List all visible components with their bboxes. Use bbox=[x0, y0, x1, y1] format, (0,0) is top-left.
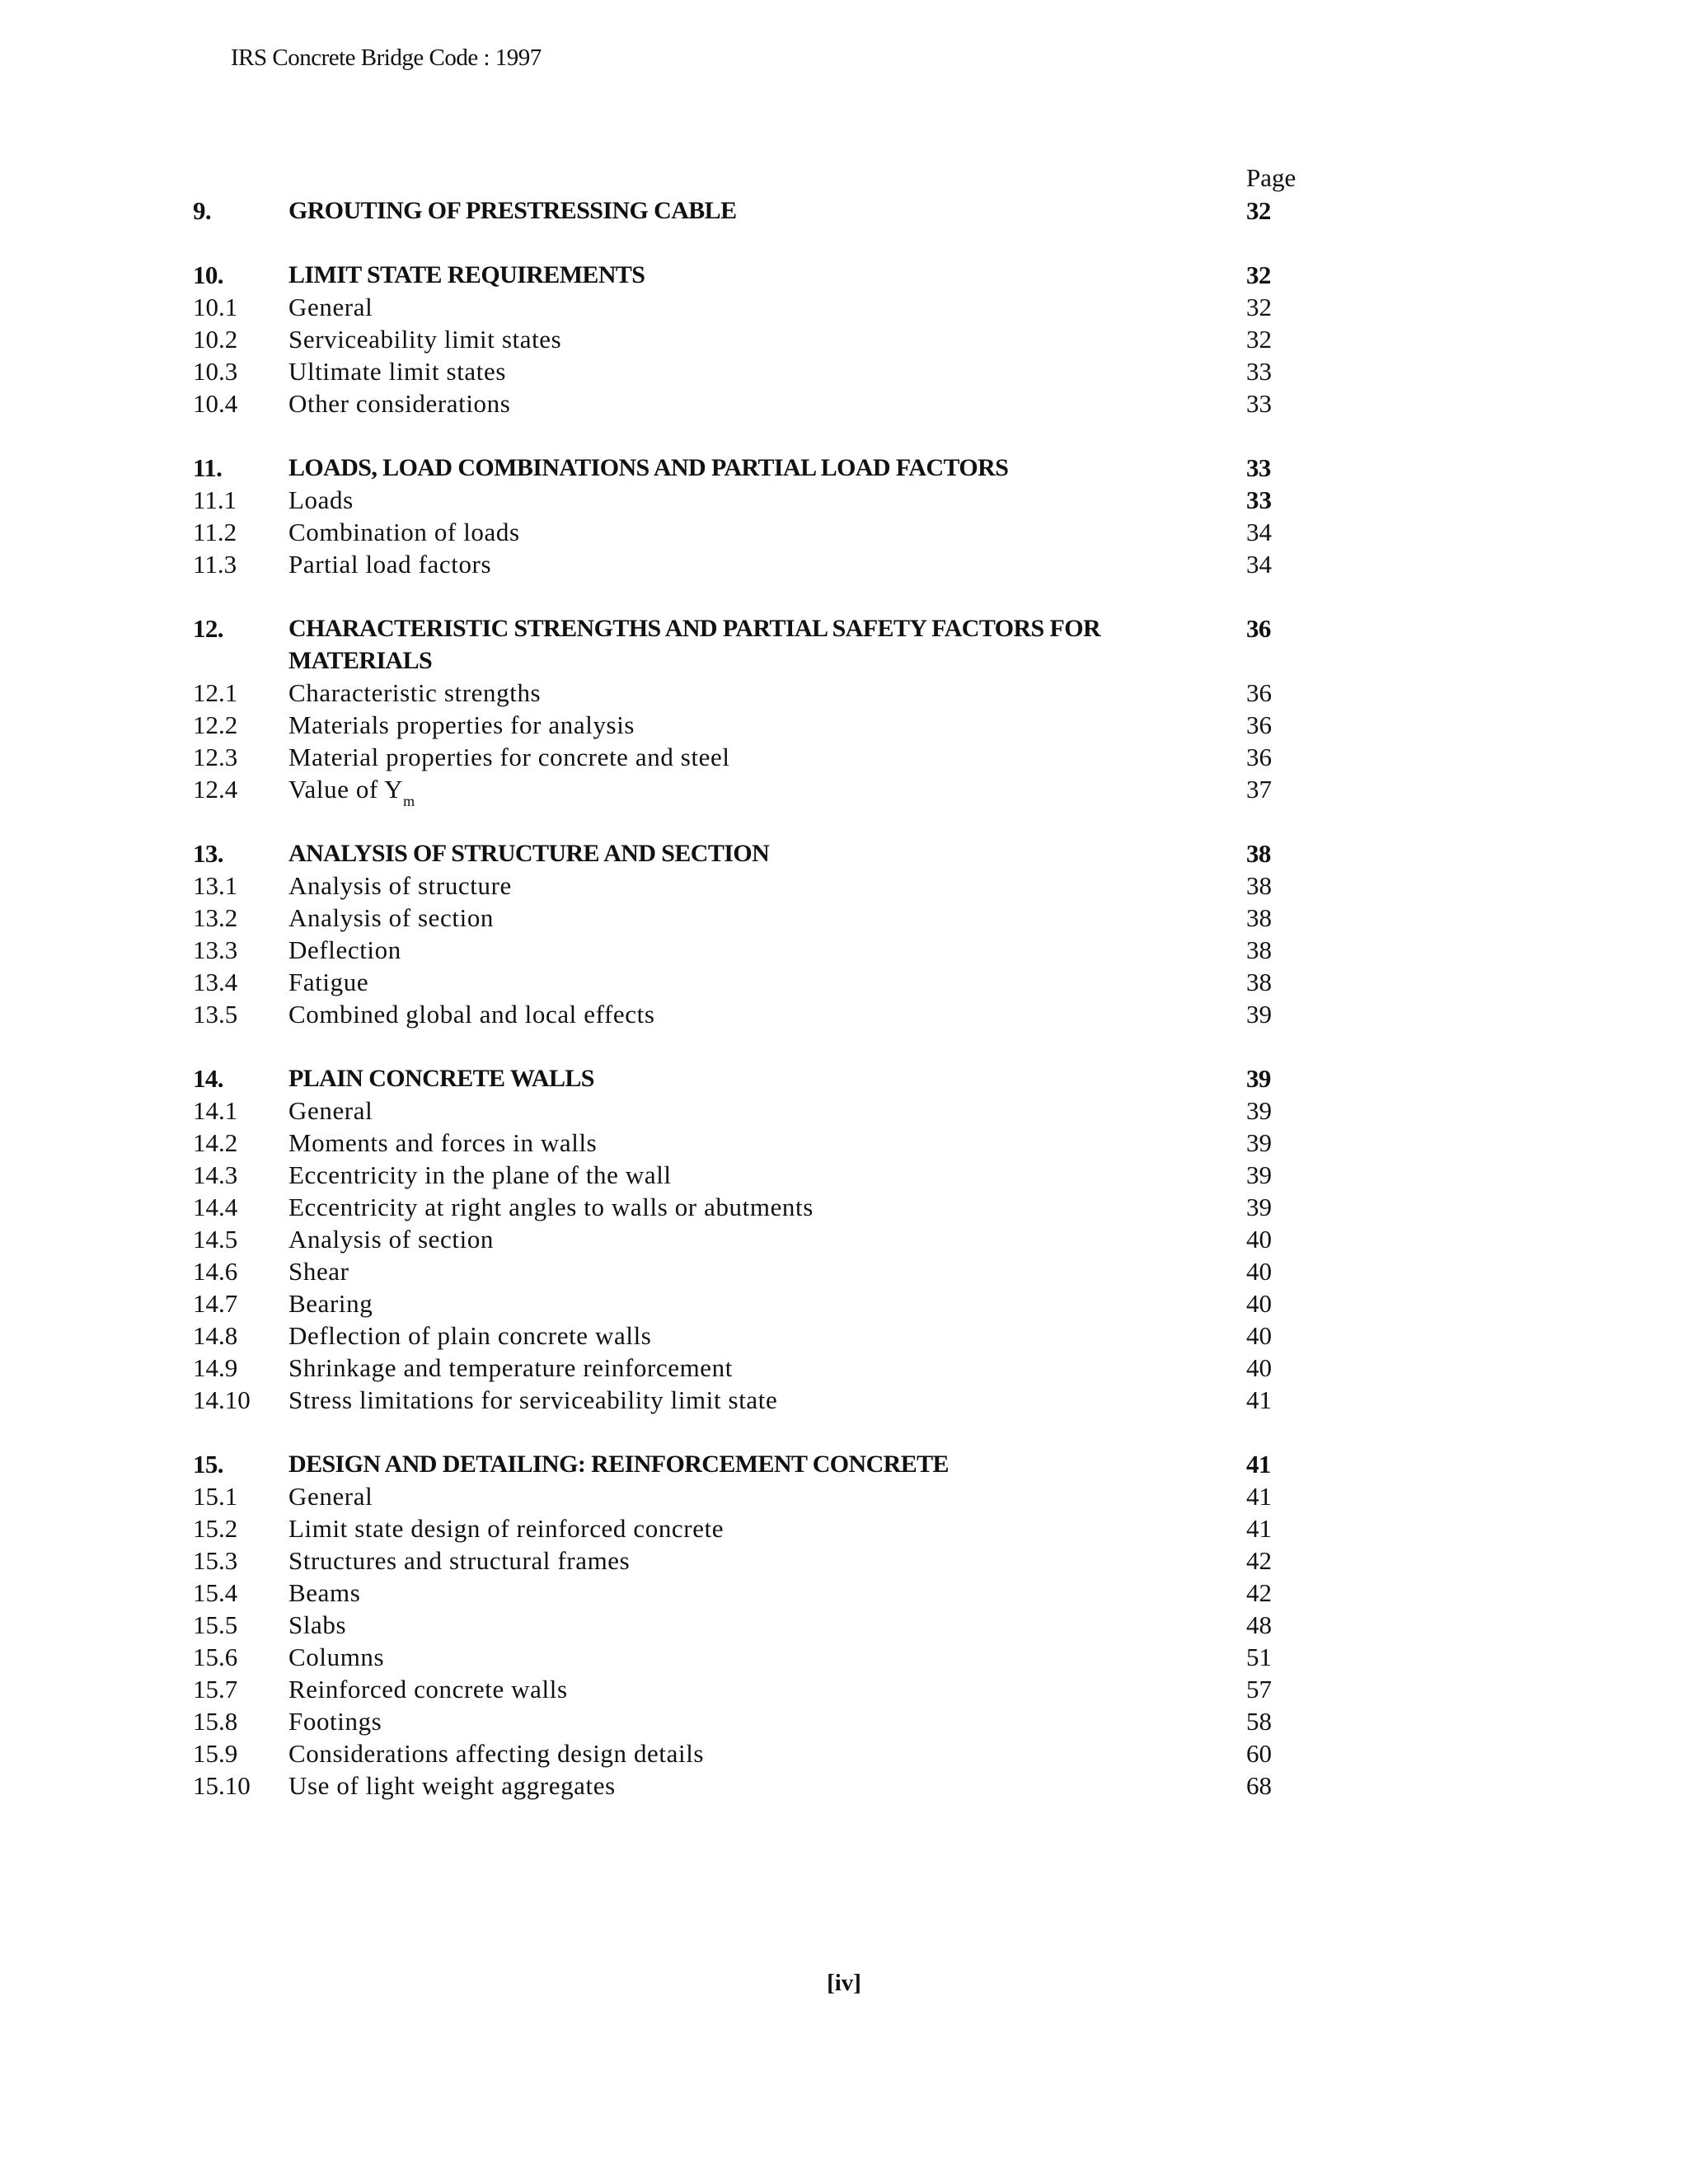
entry-title bbox=[288, 516, 1137, 548]
toc-entry bbox=[193, 291, 1311, 323]
entry-title bbox=[288, 1384, 1137, 1416]
toc-section-heading bbox=[193, 1448, 1311, 1480]
entry-title-text: Reinforced concrete walls bbox=[288, 1675, 568, 1704]
entry-title bbox=[288, 966, 1137, 998]
section-number: 11. bbox=[193, 453, 223, 482]
entry-title bbox=[288, 1255, 1137, 1287]
toc-entry bbox=[193, 1223, 1311, 1255]
toc-entry bbox=[193, 323, 1311, 355]
toc-entry bbox=[193, 741, 1311, 773]
entry-title bbox=[288, 548, 1137, 580]
entry-number: 14.9 bbox=[193, 1353, 238, 1382]
entry-number: 12.1 bbox=[193, 678, 238, 707]
entry-page: 37 bbox=[1246, 775, 1272, 804]
toc-entry bbox=[193, 1287, 1311, 1319]
entry-page: 38 bbox=[1246, 968, 1272, 996]
entry-page: 42 bbox=[1246, 1546, 1272, 1575]
toc-entry bbox=[193, 1159, 1311, 1191]
entry-title bbox=[288, 1609, 1137, 1641]
entry-title-text: Structures and structural frames bbox=[288, 1546, 631, 1575]
toc-section bbox=[193, 1448, 1311, 1802]
entry-number: 12.4 bbox=[193, 775, 238, 804]
section-title: DESIGN AND DETAILING: REINFORCEMENT CONCRETE bbox=[288, 1451, 949, 1478]
entry-title-text: Partial load factors bbox=[288, 550, 492, 579]
entry-page: 38 bbox=[1246, 871, 1272, 900]
entry-title-text: Columns bbox=[288, 1643, 385, 1671]
entry-title bbox=[288, 869, 1137, 902]
entry-title-text: Use of light weight aggregates bbox=[288, 1771, 616, 1800]
entry-number: 11.1 bbox=[193, 485, 237, 514]
toc-section-heading bbox=[193, 612, 1311, 677]
toc-entry bbox=[193, 516, 1311, 548]
entry-title bbox=[288, 484, 1137, 516]
section-number: 13. bbox=[193, 839, 223, 868]
entry-page: 36 bbox=[1246, 710, 1272, 739]
entry-title bbox=[288, 1223, 1137, 1255]
entry-number: 13.2 bbox=[193, 903, 238, 932]
entry-title bbox=[288, 1127, 1137, 1159]
entry-page: 51 bbox=[1246, 1643, 1272, 1671]
section-number: 14. bbox=[193, 1064, 223, 1093]
entry-number: 14.2 bbox=[193, 1128, 238, 1157]
section-title: LOADS, LOAD COMBINATIONS AND PARTIAL LOAD FACTORS bbox=[288, 454, 1009, 481]
entry-title-text: Material properties for concrete and steel bbox=[288, 743, 730, 771]
entry-page: 36 bbox=[1246, 678, 1272, 707]
section-page: 36 bbox=[1246, 614, 1271, 643]
entry-page: 41 bbox=[1246, 1385, 1272, 1414]
running-header: IRS Concrete Bridge Code : 1997 bbox=[231, 45, 542, 71]
section-page: 33 bbox=[1246, 453, 1271, 482]
entry-page: 32 bbox=[1246, 325, 1272, 354]
section-title: ANALYSIS OF STRUCTURE AND SECTION bbox=[288, 840, 770, 867]
entry-number: 12.3 bbox=[193, 743, 238, 771]
entry-number: 13.3 bbox=[193, 935, 238, 964]
entry-title bbox=[288, 1319, 1137, 1352]
entry-title bbox=[288, 902, 1137, 934]
entry-number: 10.1 bbox=[193, 293, 238, 321]
page-column-heading bbox=[193, 163, 1311, 194]
entry-title bbox=[288, 323, 1137, 355]
entry-number: 10.2 bbox=[193, 325, 238, 354]
entry-number: 14.6 bbox=[193, 1257, 238, 1286]
section-page: 32 bbox=[1246, 260, 1271, 289]
entry-page: 38 bbox=[1246, 903, 1272, 932]
entry-number: 14.8 bbox=[193, 1321, 238, 1350]
entry-page: 36 bbox=[1246, 743, 1272, 771]
entry-number: 11.2 bbox=[193, 518, 237, 546]
section-page: 41 bbox=[1246, 1450, 1271, 1479]
entry-title-text: General bbox=[288, 293, 373, 321]
entry-page: 68 bbox=[1246, 1771, 1272, 1800]
toc-entry bbox=[193, 1319, 1311, 1352]
entry-page: 40 bbox=[1246, 1257, 1272, 1286]
entry-title bbox=[288, 1191, 1137, 1223]
entry-page: 38 bbox=[1246, 935, 1272, 964]
entry-page: 48 bbox=[1246, 1610, 1272, 1639]
entry-title-text: Footings bbox=[288, 1707, 382, 1736]
entry-page: 39 bbox=[1246, 1128, 1272, 1157]
entry-title bbox=[288, 741, 1137, 773]
entry-title bbox=[288, 1159, 1137, 1191]
toc-section bbox=[193, 452, 1311, 580]
entry-title bbox=[288, 934, 1137, 966]
entry-title bbox=[288, 1769, 1137, 1802]
page-number: [iv] bbox=[827, 1970, 861, 1996]
entry-page: 40 bbox=[1246, 1225, 1272, 1254]
entry-title-text: Loads bbox=[288, 485, 354, 514]
entry-page: 39 bbox=[1246, 1193, 1272, 1221]
toc-entry bbox=[193, 1094, 1311, 1127]
entry-title bbox=[288, 1287, 1137, 1319]
toc-section bbox=[193, 1062, 1311, 1416]
toc-entry bbox=[193, 548, 1311, 580]
entry-number: 14.3 bbox=[193, 1160, 238, 1189]
entry-page: 39 bbox=[1246, 1000, 1272, 1029]
toc-section-heading bbox=[193, 452, 1311, 484]
toc-entry bbox=[193, 934, 1311, 966]
entry-number: 15.2 bbox=[193, 1514, 238, 1543]
entry-page: 40 bbox=[1246, 1321, 1272, 1350]
entry-number: 14.4 bbox=[193, 1193, 238, 1221]
entry-title-text: Deflection of plain concrete walls bbox=[288, 1321, 652, 1350]
entry-title-text: Analysis of section bbox=[288, 903, 495, 932]
toc-section-heading bbox=[193, 1062, 1311, 1094]
toc-entry bbox=[193, 902, 1311, 934]
entry-title-text: Eccentricity in the plane of the wall bbox=[288, 1160, 672, 1189]
entry-number: 13.5 bbox=[193, 1000, 238, 1029]
entry-number: 14.10 bbox=[193, 1385, 251, 1414]
entry-page: 41 bbox=[1246, 1482, 1272, 1511]
entry-title-text: Shear bbox=[288, 1257, 349, 1286]
entry-title-text: Combined global and local effects bbox=[288, 1000, 655, 1029]
section-page: 39 bbox=[1246, 1064, 1271, 1093]
entry-page: 32 bbox=[1246, 293, 1272, 321]
entry-number: 15.5 bbox=[193, 1610, 238, 1639]
entry-title-text: Considerations affecting design details bbox=[288, 1739, 705, 1768]
entry-title-text: Beams bbox=[288, 1578, 361, 1607]
toc-entry bbox=[193, 1352, 1311, 1384]
entry-title bbox=[288, 1641, 1137, 1673]
entry-title-text: Characteristic strengths bbox=[288, 678, 542, 707]
entry-title bbox=[288, 677, 1137, 709]
toc-entry bbox=[193, 677, 1311, 709]
entry-title-text: Ultimate limit states bbox=[288, 357, 507, 386]
page-column-label: Page bbox=[1246, 163, 1296, 192]
entry-number: 13.1 bbox=[193, 871, 238, 900]
entry-title-text: Materials properties for analysis bbox=[288, 710, 635, 739]
entry-page: 39 bbox=[1246, 1096, 1272, 1125]
toc-entry bbox=[193, 1384, 1311, 1416]
toc-entry bbox=[193, 869, 1311, 902]
entry-title-text: Deflection bbox=[288, 935, 401, 964]
entry-title bbox=[288, 998, 1137, 1030]
entry-number: 15.10 bbox=[193, 1771, 251, 1800]
entry-page: 60 bbox=[1246, 1739, 1272, 1768]
toc-entry bbox=[193, 1480, 1311, 1512]
entry-page: 39 bbox=[1246, 1160, 1272, 1189]
toc-entry bbox=[193, 1544, 1311, 1577]
toc-entry bbox=[193, 387, 1311, 419]
entry-page: 33 bbox=[1246, 389, 1272, 418]
entry-title bbox=[288, 709, 1137, 741]
entry-title-text: Combination of loads bbox=[288, 518, 520, 546]
entry-number: 14.5 bbox=[193, 1225, 238, 1254]
section-number: 15. bbox=[193, 1450, 223, 1479]
entry-title bbox=[288, 1352, 1137, 1384]
entry-page: 41 bbox=[1246, 1514, 1272, 1543]
entry-number: 15.4 bbox=[193, 1578, 238, 1607]
entry-page: 40 bbox=[1246, 1353, 1272, 1382]
entry-title-text: Shrinkage and temperature reinforcement bbox=[288, 1353, 733, 1382]
entry-title-text: Analysis of section bbox=[288, 1225, 495, 1254]
toc-section bbox=[193, 194, 1311, 227]
entry-title bbox=[288, 355, 1137, 387]
section-page: 38 bbox=[1246, 839, 1271, 868]
entry-number: 13.4 bbox=[193, 968, 238, 996]
entry-title bbox=[288, 291, 1137, 323]
entry-title bbox=[288, 1705, 1137, 1737]
entry-number: 15.7 bbox=[193, 1675, 238, 1704]
entry-title bbox=[288, 1737, 1137, 1769]
entry-number: 15.3 bbox=[193, 1546, 238, 1575]
section-title: GROUTING OF PRESTRESSING CABLE bbox=[288, 197, 737, 224]
toc-section-heading bbox=[193, 194, 1311, 227]
entry-number: 11.3 bbox=[193, 550, 237, 579]
toc-section bbox=[193, 612, 1311, 809]
toc-entry bbox=[193, 484, 1311, 516]
entry-page: 33 bbox=[1246, 485, 1272, 514]
entry-number: 10.3 bbox=[193, 357, 238, 386]
entry-number: 15.8 bbox=[193, 1707, 238, 1736]
toc-section bbox=[193, 837, 1311, 1030]
entry-number: 14.1 bbox=[193, 1096, 238, 1125]
entry-number: 10.4 bbox=[193, 389, 238, 418]
entry-title bbox=[288, 773, 1137, 818]
toc-entry bbox=[193, 1577, 1311, 1609]
entry-title bbox=[288, 1673, 1137, 1705]
entry-title-text: Analysis of structure bbox=[288, 871, 512, 900]
entry-title-text: Slabs bbox=[288, 1610, 347, 1639]
section-number: 12. bbox=[193, 614, 223, 643]
toc-entry bbox=[193, 1673, 1311, 1705]
toc-entry bbox=[193, 1641, 1311, 1673]
toc-entry bbox=[193, 1255, 1311, 1287]
toc-entry bbox=[193, 1512, 1311, 1544]
section-page: 32 bbox=[1246, 196, 1271, 225]
entry-title-text: Serviceability limit states bbox=[288, 325, 562, 354]
toc-entry bbox=[193, 773, 1311, 809]
toc-sections bbox=[193, 194, 1311, 1802]
entry-title-text: Stress limitations for serviceability limit state bbox=[288, 1385, 778, 1414]
toc-section-heading bbox=[193, 259, 1311, 291]
entry-title bbox=[288, 1480, 1137, 1512]
entry-title-text: Bearing bbox=[288, 1289, 373, 1318]
section-title: PLAIN CONCRETE WALLS bbox=[288, 1065, 594, 1092]
section-number: 9. bbox=[193, 196, 212, 225]
toc-entry bbox=[193, 1705, 1311, 1737]
entry-page: 33 bbox=[1246, 357, 1272, 386]
entry-number: 15.6 bbox=[193, 1643, 238, 1671]
entry-title-text: Fatigue bbox=[288, 968, 369, 996]
entry-page: 58 bbox=[1246, 1707, 1272, 1736]
entry-title bbox=[288, 1512, 1137, 1544]
toc-entry bbox=[193, 1737, 1311, 1769]
entry-title-text: General bbox=[288, 1096, 373, 1125]
entry-title bbox=[288, 1577, 1137, 1609]
entry-title-subscript: m bbox=[403, 793, 415, 809]
entry-number: 12.2 bbox=[193, 710, 238, 739]
toc-entry bbox=[193, 1191, 1311, 1223]
entry-title bbox=[288, 387, 1137, 419]
entry-title bbox=[288, 1544, 1137, 1577]
section-number: 10. bbox=[193, 260, 223, 289]
toc-section-heading bbox=[193, 837, 1311, 869]
toc-entry bbox=[193, 1609, 1311, 1641]
toc-entry bbox=[193, 998, 1311, 1030]
entry-page: 42 bbox=[1246, 1578, 1272, 1607]
table-of-contents bbox=[193, 163, 1311, 1802]
entry-title-text: Moments and forces in walls bbox=[288, 1128, 598, 1157]
entry-number: 15.9 bbox=[193, 1739, 238, 1768]
entry-title-text: Other considerations bbox=[288, 389, 511, 418]
entry-title bbox=[288, 1094, 1137, 1127]
entry-page: 34 bbox=[1246, 550, 1272, 579]
toc-entry bbox=[193, 1127, 1311, 1159]
toc-entry bbox=[193, 355, 1311, 387]
section-title: LIMIT STATE REQUIREMENTS bbox=[288, 261, 645, 288]
entry-title-text: Eccentricity at right angles to walls or abutments bbox=[288, 1193, 814, 1221]
toc-entry bbox=[193, 709, 1311, 741]
entry-title-text: Limit state design of reinforced concrete bbox=[288, 1514, 724, 1543]
entry-page: 40 bbox=[1246, 1289, 1272, 1318]
entry-number: 15.1 bbox=[193, 1482, 238, 1511]
entry-page: 34 bbox=[1246, 518, 1272, 546]
toc-entry bbox=[193, 1769, 1311, 1802]
entry-page: 57 bbox=[1246, 1675, 1272, 1704]
entry-title-text: General bbox=[288, 1482, 373, 1511]
section-title: CHARACTERISTIC STRENGTHS AND PARTIAL SAFETY FACTORS FOR MATERIALS bbox=[288, 615, 1101, 674]
entry-title-text: Value of Y bbox=[288, 775, 404, 804]
toc-entry bbox=[193, 966, 1311, 998]
entry-number: 14.7 bbox=[193, 1289, 238, 1318]
toc-section bbox=[193, 259, 1311, 419]
